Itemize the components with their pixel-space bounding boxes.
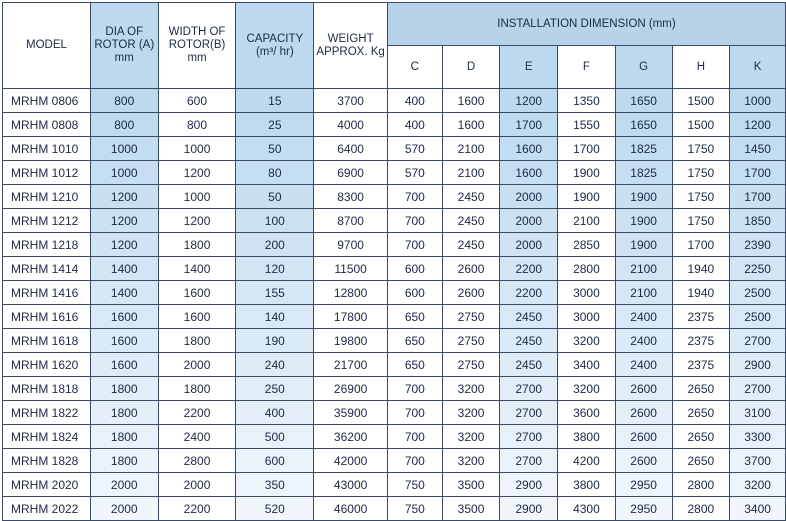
cell-model: MRHM 1824	[3, 425, 91, 449]
cell-model: MRHM 0806	[3, 89, 91, 113]
cell-width-of-rotor: 1800	[158, 377, 236, 401]
cell-k: 3300	[730, 425, 786, 449]
cell-c: 700	[388, 425, 443, 449]
cell-model: MRHM 1828	[3, 449, 91, 473]
cell-d: 2450	[442, 185, 500, 209]
cell-f: 3200	[558, 377, 616, 401]
cell-c: 650	[388, 353, 443, 377]
cell-f: 3200	[558, 329, 616, 353]
table-row	[3, 449, 786, 473]
cell-f: 3000	[558, 281, 616, 305]
cell-k: 3100	[730, 401, 786, 425]
cell-width-of-rotor: 2200	[158, 401, 236, 425]
cell-weight: 6400	[314, 137, 388, 161]
cell-e: 2700	[500, 425, 558, 449]
cell-f: 1700	[558, 137, 616, 161]
cell-dia-of-rotor: 800	[90, 113, 158, 137]
cell-c: 400	[388, 113, 443, 137]
cell-f: 1900	[558, 161, 616, 185]
cell-k: 2700	[730, 377, 786, 401]
cell-g: 1650	[615, 113, 672, 137]
cell-capacity: 520	[236, 497, 314, 521]
cell-g: 2600	[615, 377, 672, 401]
cell-c: 650	[388, 329, 443, 353]
cell-d: 3500	[442, 497, 500, 521]
specification-table	[2, 2, 786, 521]
cell-dia-of-rotor: 1800	[90, 425, 158, 449]
cell-d: 2100	[442, 137, 500, 161]
cell-f: 2850	[558, 233, 616, 257]
cell-d: 3200	[442, 401, 500, 425]
cell-capacity: 400	[236, 401, 314, 425]
cell-f: 3600	[558, 401, 616, 425]
cell-capacity: 80	[236, 161, 314, 185]
cell-width-of-rotor: 1000	[158, 185, 236, 209]
header-col-f: F	[558, 46, 616, 89]
cell-model: MRHM 1618	[3, 329, 91, 353]
cell-weight: 21700	[314, 353, 388, 377]
header-width-of-rotor: WIDTH OF ROTOR(B) mm	[158, 3, 236, 89]
cell-k: 3200	[730, 473, 786, 497]
cell-capacity: 50	[236, 185, 314, 209]
header-installation-dimension: INSTALLATION DIMENSION (mm)	[388, 3, 786, 46]
cell-d: 2750	[442, 353, 500, 377]
cell-k: 2700	[730, 329, 786, 353]
cell-capacity: 155	[236, 281, 314, 305]
cell-weight: 46000	[314, 497, 388, 521]
cell-dia-of-rotor: 2000	[90, 473, 158, 497]
table-row	[3, 305, 786, 329]
cell-capacity: 15	[236, 89, 314, 113]
cell-e: 1200	[500, 89, 558, 113]
cell-dia-of-rotor: 800	[90, 89, 158, 113]
cell-g: 1825	[615, 161, 672, 185]
cell-c: 570	[388, 137, 443, 161]
cell-dia-of-rotor: 1000	[90, 137, 158, 161]
cell-e: 2900	[500, 473, 558, 497]
cell-model: MRHM 1210	[3, 185, 91, 209]
cell-f: 2100	[558, 209, 616, 233]
cell-model: MRHM 1620	[3, 353, 91, 377]
table-row	[3, 113, 786, 137]
cell-f: 3400	[558, 353, 616, 377]
cell-model: MRHM 1616	[3, 305, 91, 329]
cell-d: 2750	[442, 305, 500, 329]
cell-e: 2000	[500, 209, 558, 233]
cell-d: 2600	[442, 281, 500, 305]
cell-h: 1700	[672, 233, 730, 257]
cell-e: 2200	[500, 281, 558, 305]
cell-d: 2100	[442, 161, 500, 185]
cell-capacity: 25	[236, 113, 314, 137]
cell-f: 3800	[558, 473, 616, 497]
cell-dia-of-rotor: 1200	[90, 233, 158, 257]
cell-c: 700	[388, 377, 443, 401]
cell-weight: 8300	[314, 185, 388, 209]
cell-width-of-rotor: 2200	[158, 497, 236, 521]
cell-width-of-rotor: 1800	[158, 233, 236, 257]
cell-h: 2375	[672, 305, 730, 329]
cell-g: 2950	[615, 473, 672, 497]
cell-k: 3400	[730, 497, 786, 521]
cell-g: 2950	[615, 497, 672, 521]
cell-h: 2650	[672, 449, 730, 473]
cell-g: 2600	[615, 425, 672, 449]
cell-d: 3200	[442, 449, 500, 473]
cell-c: 700	[388, 233, 443, 257]
cell-capacity: 600	[236, 449, 314, 473]
cell-weight: 4000	[314, 113, 388, 137]
cell-dia-of-rotor: 1800	[90, 449, 158, 473]
cell-weight: 6900	[314, 161, 388, 185]
header-weight: WEIGHT APPROX. Kg	[314, 3, 388, 89]
cell-e: 2200	[500, 257, 558, 281]
cell-g: 2400	[615, 353, 672, 377]
table-row	[3, 209, 786, 233]
table-row	[3, 137, 786, 161]
cell-g: 1650	[615, 89, 672, 113]
cell-dia-of-rotor: 1600	[90, 353, 158, 377]
cell-f: 4300	[558, 497, 616, 521]
cell-h: 1750	[672, 209, 730, 233]
cell-k: 1700	[730, 161, 786, 185]
cell-dia-of-rotor: 2000	[90, 497, 158, 521]
cell-k: 1700	[730, 185, 786, 209]
cell-d: 3500	[442, 473, 500, 497]
cell-width-of-rotor: 2000	[158, 353, 236, 377]
cell-model: MRHM 1012	[3, 161, 91, 185]
cell-model: MRHM 2022	[3, 497, 91, 521]
cell-weight: 42000	[314, 449, 388, 473]
header-col-d: D	[442, 46, 500, 89]
cell-f: 4200	[558, 449, 616, 473]
header-col-h: H	[672, 46, 730, 89]
table-row	[3, 473, 786, 497]
cell-c: 700	[388, 449, 443, 473]
table-row	[3, 281, 786, 305]
cell-weight: 36200	[314, 425, 388, 449]
header-col-e: E	[500, 46, 558, 89]
cell-e: 2700	[500, 449, 558, 473]
cell-f: 1350	[558, 89, 616, 113]
cell-width-of-rotor: 2000	[158, 473, 236, 497]
cell-width-of-rotor: 1200	[158, 209, 236, 233]
cell-d: 1600	[442, 113, 500, 137]
cell-g: 2100	[615, 257, 672, 281]
cell-width-of-rotor: 1200	[158, 161, 236, 185]
cell-capacity: 100	[236, 209, 314, 233]
cell-k: 1850	[730, 209, 786, 233]
cell-f: 2800	[558, 257, 616, 281]
cell-c: 600	[388, 257, 443, 281]
cell-f: 1550	[558, 113, 616, 137]
cell-capacity: 140	[236, 305, 314, 329]
cell-capacity: 190	[236, 329, 314, 353]
cell-h: 2375	[672, 353, 730, 377]
cell-dia-of-rotor: 1200	[90, 185, 158, 209]
cell-model: MRHM 1818	[3, 377, 91, 401]
cell-weight: 9700	[314, 233, 388, 257]
header-dia-of-rotor: DIA OF ROTOR (A) mm	[90, 3, 158, 89]
cell-width-of-rotor: 600	[158, 89, 236, 113]
cell-h: 2650	[672, 377, 730, 401]
cell-model: MRHM 1212	[3, 209, 91, 233]
cell-capacity: 240	[236, 353, 314, 377]
cell-dia-of-rotor: 1200	[90, 209, 158, 233]
cell-e: 2900	[500, 497, 558, 521]
cell-d: 2450	[442, 233, 500, 257]
cell-width-of-rotor: 1600	[158, 305, 236, 329]
table-row	[3, 161, 786, 185]
table-row	[3, 401, 786, 425]
cell-e: 2450	[500, 353, 558, 377]
cell-d: 1600	[442, 89, 500, 113]
cell-capacity: 200	[236, 233, 314, 257]
cell-dia-of-rotor: 1400	[90, 257, 158, 281]
cell-h: 1750	[672, 185, 730, 209]
cell-h: 2800	[672, 497, 730, 521]
cell-g: 1900	[615, 185, 672, 209]
cell-h: 1500	[672, 89, 730, 113]
cell-h: 1940	[672, 281, 730, 305]
cell-width-of-rotor: 2800	[158, 449, 236, 473]
cell-e: 2450	[500, 305, 558, 329]
cell-width-of-rotor: 2400	[158, 425, 236, 449]
cell-g: 2400	[615, 305, 672, 329]
cell-dia-of-rotor: 1800	[90, 377, 158, 401]
cell-c: 650	[388, 305, 443, 329]
table-row	[3, 233, 786, 257]
cell-weight: 26900	[314, 377, 388, 401]
cell-dia-of-rotor: 1800	[90, 401, 158, 425]
cell-weight: 19800	[314, 329, 388, 353]
cell-e: 1700	[500, 113, 558, 137]
cell-h: 2375	[672, 329, 730, 353]
cell-c: 570	[388, 161, 443, 185]
cell-g: 2100	[615, 281, 672, 305]
cell-d: 2600	[442, 257, 500, 281]
cell-k: 1000	[730, 89, 786, 113]
cell-model: MRHM 1414	[3, 257, 91, 281]
cell-g: 1900	[615, 233, 672, 257]
cell-e: 2700	[500, 401, 558, 425]
header-col-k: K	[730, 46, 786, 89]
cell-h: 1940	[672, 257, 730, 281]
cell-d: 3200	[442, 425, 500, 449]
cell-weight: 35900	[314, 401, 388, 425]
cell-model: MRHM 1010	[3, 137, 91, 161]
cell-dia-of-rotor: 1400	[90, 281, 158, 305]
cell-k: 2500	[730, 305, 786, 329]
cell-g: 1825	[615, 137, 672, 161]
cell-capacity: 500	[236, 425, 314, 449]
header-model: MODEL	[3, 3, 91, 89]
table-row	[3, 497, 786, 521]
cell-f: 3800	[558, 425, 616, 449]
header-capacity: CAPACITY (m³/ hr)	[236, 3, 314, 89]
cell-g: 1900	[615, 209, 672, 233]
cell-h: 2650	[672, 401, 730, 425]
cell-width-of-rotor: 1000	[158, 137, 236, 161]
header-col-c: C	[388, 46, 443, 89]
cell-k: 2900	[730, 353, 786, 377]
cell-model: MRHM 1822	[3, 401, 91, 425]
cell-capacity: 350	[236, 473, 314, 497]
cell-h: 2800	[672, 473, 730, 497]
cell-width-of-rotor: 1400	[158, 257, 236, 281]
cell-h: 1500	[672, 113, 730, 137]
cell-g: 2600	[615, 401, 672, 425]
cell-k: 2390	[730, 233, 786, 257]
cell-capacity: 250	[236, 377, 314, 401]
cell-k: 1450	[730, 137, 786, 161]
cell-c: 400	[388, 89, 443, 113]
cell-capacity: 50	[236, 137, 314, 161]
table-row	[3, 377, 786, 401]
cell-g: 2400	[615, 329, 672, 353]
cell-model: MRHM 0808	[3, 113, 91, 137]
cell-k: 1200	[730, 113, 786, 137]
cell-g: 2600	[615, 449, 672, 473]
cell-dia-of-rotor: 1600	[90, 329, 158, 353]
cell-d: 2450	[442, 209, 500, 233]
cell-f: 1900	[558, 185, 616, 209]
cell-c: 750	[388, 473, 443, 497]
cell-weight: 17800	[314, 305, 388, 329]
cell-capacity: 120	[236, 257, 314, 281]
cell-c: 600	[388, 281, 443, 305]
cell-c: 700	[388, 401, 443, 425]
cell-e: 1600	[500, 137, 558, 161]
cell-c: 700	[388, 185, 443, 209]
cell-dia-of-rotor: 1000	[90, 161, 158, 185]
table-row	[3, 425, 786, 449]
cell-k: 3700	[730, 449, 786, 473]
cell-width-of-rotor: 800	[158, 113, 236, 137]
cell-h: 1750	[672, 161, 730, 185]
cell-h: 1750	[672, 137, 730, 161]
cell-f: 3000	[558, 305, 616, 329]
cell-weight: 11500	[314, 257, 388, 281]
cell-h: 2650	[672, 425, 730, 449]
cell-width-of-rotor: 1800	[158, 329, 236, 353]
cell-e: 2000	[500, 233, 558, 257]
header-col-g: G	[615, 46, 672, 89]
cell-weight: 12800	[314, 281, 388, 305]
table-row	[3, 353, 786, 377]
cell-weight: 8700	[314, 209, 388, 233]
cell-weight: 43000	[314, 473, 388, 497]
cell-model: MRHM 1416	[3, 281, 91, 305]
cell-c: 700	[388, 209, 443, 233]
cell-width-of-rotor: 1600	[158, 281, 236, 305]
cell-e: 1600	[500, 161, 558, 185]
cell-dia-of-rotor: 1600	[90, 305, 158, 329]
cell-model: MRHM 1218	[3, 233, 91, 257]
cell-d: 3200	[442, 377, 500, 401]
cell-e: 2000	[500, 185, 558, 209]
cell-weight: 3700	[314, 89, 388, 113]
cell-model: MRHM 2020	[3, 473, 91, 497]
cell-e: 2450	[500, 329, 558, 353]
cell-k: 2500	[730, 281, 786, 305]
table-row	[3, 185, 786, 209]
table-row	[3, 257, 786, 281]
cell-e: 2700	[500, 377, 558, 401]
cell-d: 2750	[442, 329, 500, 353]
cell-k: 2250	[730, 257, 786, 281]
cell-c: 750	[388, 497, 443, 521]
table-row	[3, 89, 786, 113]
table-row	[3, 329, 786, 353]
